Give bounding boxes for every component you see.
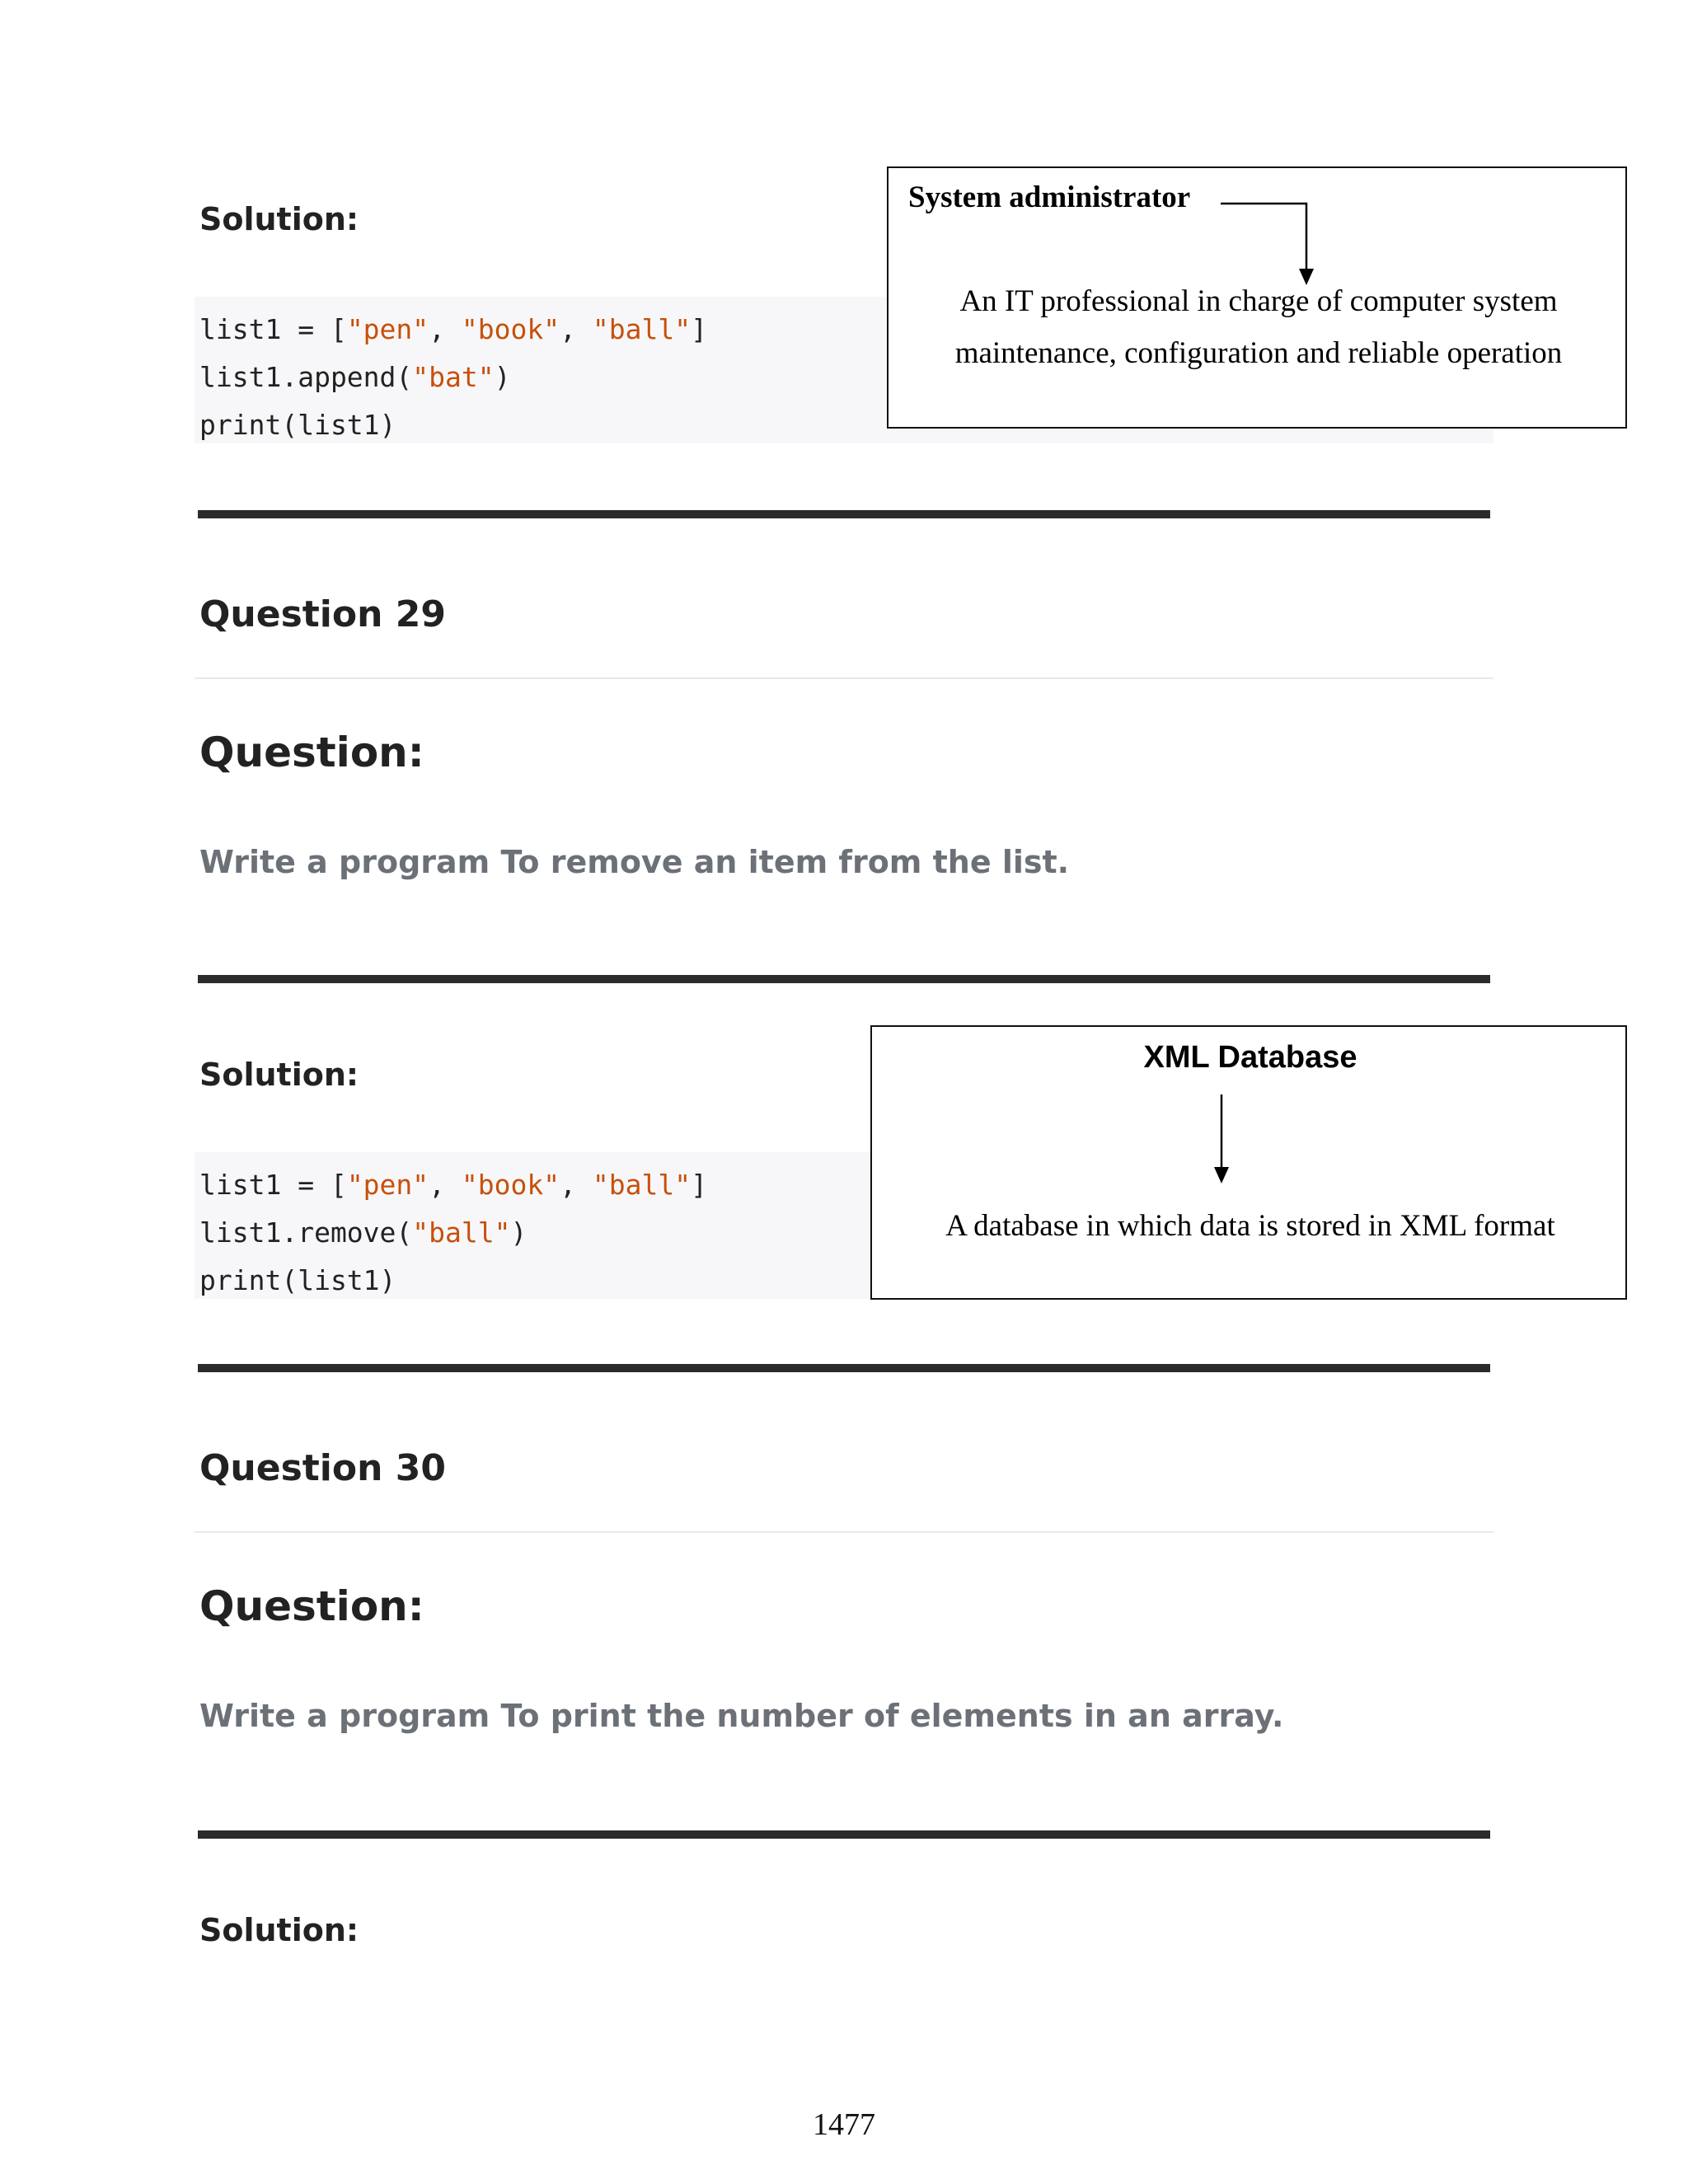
solution-label: Solution:	[199, 201, 359, 237]
section-divider	[198, 975, 1490, 983]
divider	[195, 677, 1493, 679]
string-literal: "ball"	[592, 1169, 692, 1201]
code-token: ,	[560, 1169, 593, 1201]
callout-system-administrator	[887, 166, 1627, 429]
code-token: list1.append(	[199, 361, 413, 393]
string-literal: "ball"	[592, 313, 692, 345]
question-prompt: Write a program To print the number of elements in an array.	[199, 1698, 1284, 1734]
code-token: list1 = [	[199, 1169, 347, 1201]
code-token: )	[510, 1216, 528, 1249]
callout-description: A database in which data is stored in XML format	[945, 1209, 1555, 1243]
question-heading: Question:	[199, 729, 424, 776]
question-heading: Question:	[199, 1582, 424, 1630]
code-token: print(list1)	[199, 409, 396, 441]
question-number: Question 30	[199, 1447, 446, 1489]
code-token: ]	[691, 1169, 707, 1201]
callout-xml-database	[870, 1025, 1627, 1300]
string-literal: "bat"	[412, 361, 495, 393]
callout-title: XML Database	[1143, 1040, 1357, 1075]
code-line	[199, 409, 396, 441]
string-literal: "book"	[461, 1169, 560, 1201]
question-prompt: Write a program To remove an item from the list.	[199, 844, 1070, 880]
code-token: )	[494, 361, 511, 393]
code-token: ,	[429, 1169, 462, 1201]
string-literal: "pen"	[346, 313, 429, 345]
code-token: list1.remove(	[199, 1216, 413, 1249]
code-token: print(list1)	[199, 1264, 396, 1296]
code-line	[199, 1264, 396, 1296]
section-divider	[198, 1830, 1490, 1839]
string-literal: "book"	[461, 313, 560, 345]
section-divider	[198, 510, 1490, 518]
code-token: ,	[429, 313, 462, 345]
code-line	[199, 1169, 707, 1201]
callout-title: System administrator	[908, 180, 1191, 214]
solution-label: Solution:	[199, 1057, 359, 1093]
callout-description-line: An IT professional in charge of computer system	[959, 284, 1558, 318]
code-line	[199, 313, 707, 345]
code-line	[199, 1216, 527, 1249]
divider	[195, 1531, 1493, 1533]
code-token: ,	[560, 313, 593, 345]
section-divider	[198, 1364, 1490, 1372]
page-number: 1477	[813, 2107, 875, 2142]
string-literal: "ball"	[412, 1216, 511, 1249]
string-literal: "pen"	[346, 1169, 429, 1201]
question-number: Question 29	[199, 593, 446, 635]
solution-label: Solution:	[199, 1912, 359, 1948]
arrow-down-icon	[872, 1027, 1629, 1301]
callout-description-line: maintenance, configuration and reliable operation	[954, 336, 1563, 370]
code-token: list1 = [	[199, 313, 347, 345]
code-token: ]	[691, 313, 707, 345]
code-line	[199, 361, 511, 393]
